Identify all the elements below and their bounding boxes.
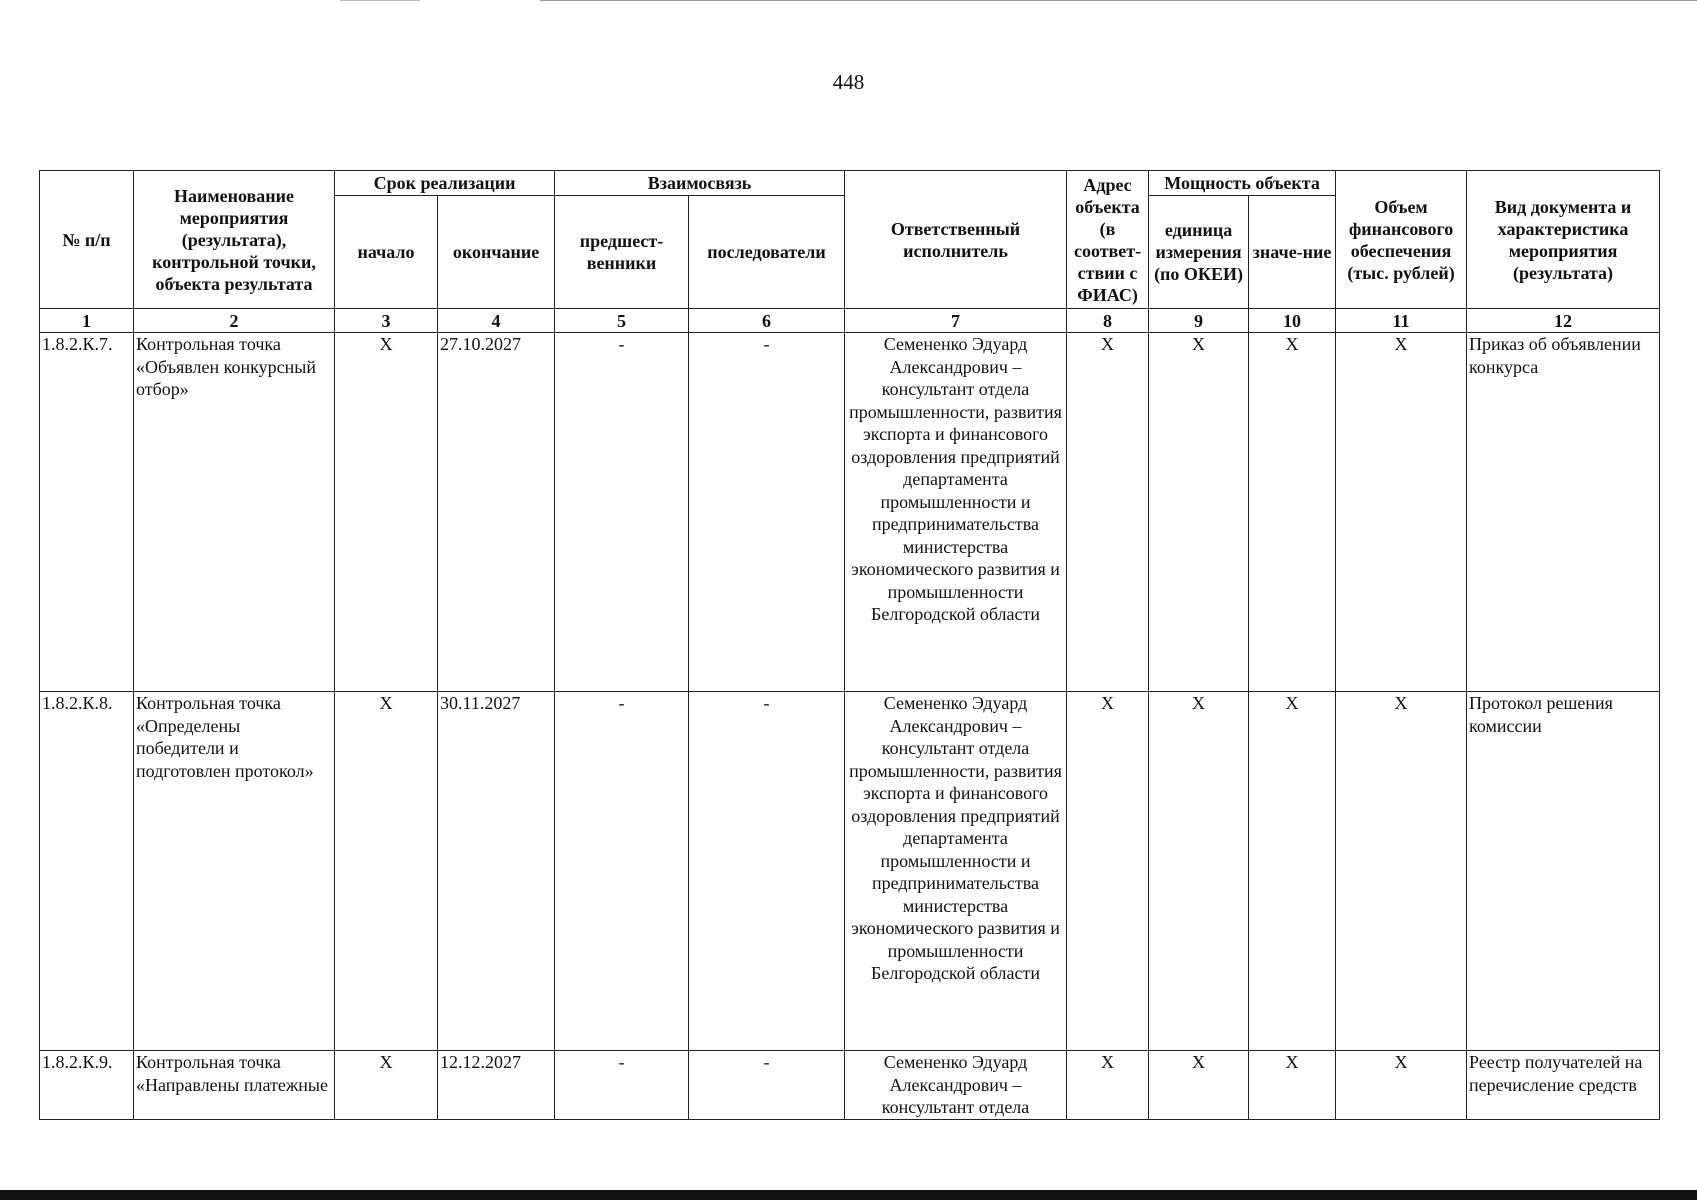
row-finance: X xyxy=(1336,333,1467,692)
row-followers: - xyxy=(689,1051,845,1120)
row-value: X xyxy=(1249,1051,1336,1120)
row-number: 1.8.2.К.9. xyxy=(40,1051,134,1120)
plan-table xyxy=(39,170,1660,1120)
scan-bottom-edge-bar xyxy=(0,1190,1697,1200)
row-start: X xyxy=(335,333,438,692)
column-number: 6 xyxy=(689,309,845,333)
header-num: № п/п xyxy=(40,171,134,309)
header-row-groups xyxy=(40,171,1660,196)
page-number: 448 xyxy=(832,70,865,94)
row-doc-type: Протокол решения комиссии xyxy=(1467,692,1660,1051)
column-number: 9 xyxy=(1149,309,1249,333)
row-name: Контрольная точка «Объявлен конкурсный отбор» xyxy=(134,333,335,692)
row-unit: X xyxy=(1149,333,1249,692)
row-executor: Семененко Эдуард Александрович – консультант отдела промышленности, развития экспорта и финансового оздоровления предприятий департамента промышленности и предпринимательства министерства экономического развития и промышленности Белгородской области xyxy=(845,333,1067,692)
header-executor: Ответственный исполнитель xyxy=(845,171,1067,309)
column-number: 1 xyxy=(40,309,134,333)
header-relation-group: Взаимосвязь xyxy=(555,171,845,196)
row-address: X xyxy=(1067,333,1149,692)
scan-top-edge-mark xyxy=(340,0,420,1)
table-header xyxy=(40,171,1660,333)
row-number: 1.8.2.К.8. xyxy=(40,692,134,1051)
header-finance: Объем финансового обеспечения (тыс. рублей) xyxy=(1336,171,1467,309)
row-doc-type: Приказ об объявлении конкурса xyxy=(1467,333,1660,692)
header-term-group: Срок реализации xyxy=(335,171,555,196)
row-executor: Семененко Эдуард Александрович – консультант отдела промышленности, развития экспорта и финансового оздоровления предприятий департамента промышленности и предпринимательства министерства экономического развития и промышленности Белгородской области xyxy=(845,692,1067,1051)
header-capacity-group: Мощность объекта xyxy=(1149,171,1336,196)
column-number: 3 xyxy=(335,309,438,333)
row-predecessors: - xyxy=(555,333,689,692)
header-term-start: начало xyxy=(335,196,438,309)
column-number: 2 xyxy=(134,309,335,333)
row-finance: X xyxy=(1336,692,1467,1051)
row-name: Контрольная точка «Определены победители и подготовлен протокол» xyxy=(134,692,335,1051)
row-start: X xyxy=(335,1051,438,1120)
table-row xyxy=(40,692,1660,1051)
row-name: Контрольная точка «Направлены платежные xyxy=(134,1051,335,1120)
column-number: 12 xyxy=(1467,309,1660,333)
column-number: 4 xyxy=(438,309,555,333)
column-number: 5 xyxy=(555,309,689,333)
column-number: 11 xyxy=(1336,309,1467,333)
row-executor: Семененко Эдуард Александрович – консультант отдела xyxy=(845,1051,1067,1120)
row-end: 27.10.2027 xyxy=(438,333,555,692)
header-name: Наименование мероприятия (результата), контрольной точки, объекта результата xyxy=(134,171,335,309)
row-number: 1.8.2.К.7. xyxy=(40,333,134,692)
row-predecessors: - xyxy=(555,692,689,1051)
header-doc-type: Вид документа и характеристика мероприятия (результата) xyxy=(1467,171,1660,309)
table-body xyxy=(40,333,1660,1120)
row-followers: - xyxy=(689,692,845,1051)
row-doc-type: Реестр получателей на перечисление средств xyxy=(1467,1051,1660,1120)
header-value: значе-ние xyxy=(1249,196,1336,309)
row-end: 12.12.2027 xyxy=(438,1051,555,1120)
column-number: 7 xyxy=(845,309,1067,333)
row-value: X xyxy=(1249,333,1336,692)
row-start: X xyxy=(335,692,438,1051)
column-number: 8 xyxy=(1067,309,1149,333)
row-value: X xyxy=(1249,692,1336,1051)
table-row xyxy=(40,333,1660,692)
row-unit: X xyxy=(1149,692,1249,1051)
row-predecessors: - xyxy=(555,1051,689,1120)
column-number: 10 xyxy=(1249,309,1336,333)
row-unit: X xyxy=(1149,1051,1249,1120)
row-followers: - xyxy=(689,333,845,692)
header-predecessors: предшест-венники xyxy=(555,196,689,309)
scan-top-edge-line xyxy=(540,0,1697,1)
header-followers: последователи xyxy=(689,196,845,309)
header-unit: единица измерения (по ОКЕИ) xyxy=(1149,196,1249,309)
table-row xyxy=(40,1051,1660,1120)
header-term-end: окончание xyxy=(438,196,555,309)
row-address: X xyxy=(1067,692,1149,1051)
header-address: Адрес объекта (в соответ-ствии с ФИАС) xyxy=(1067,171,1149,309)
header-row-column-numbers xyxy=(40,309,1660,333)
row-finance: X xyxy=(1336,1051,1467,1120)
row-address: X xyxy=(1067,1051,1149,1120)
row-end: 30.11.2027 xyxy=(438,692,555,1051)
